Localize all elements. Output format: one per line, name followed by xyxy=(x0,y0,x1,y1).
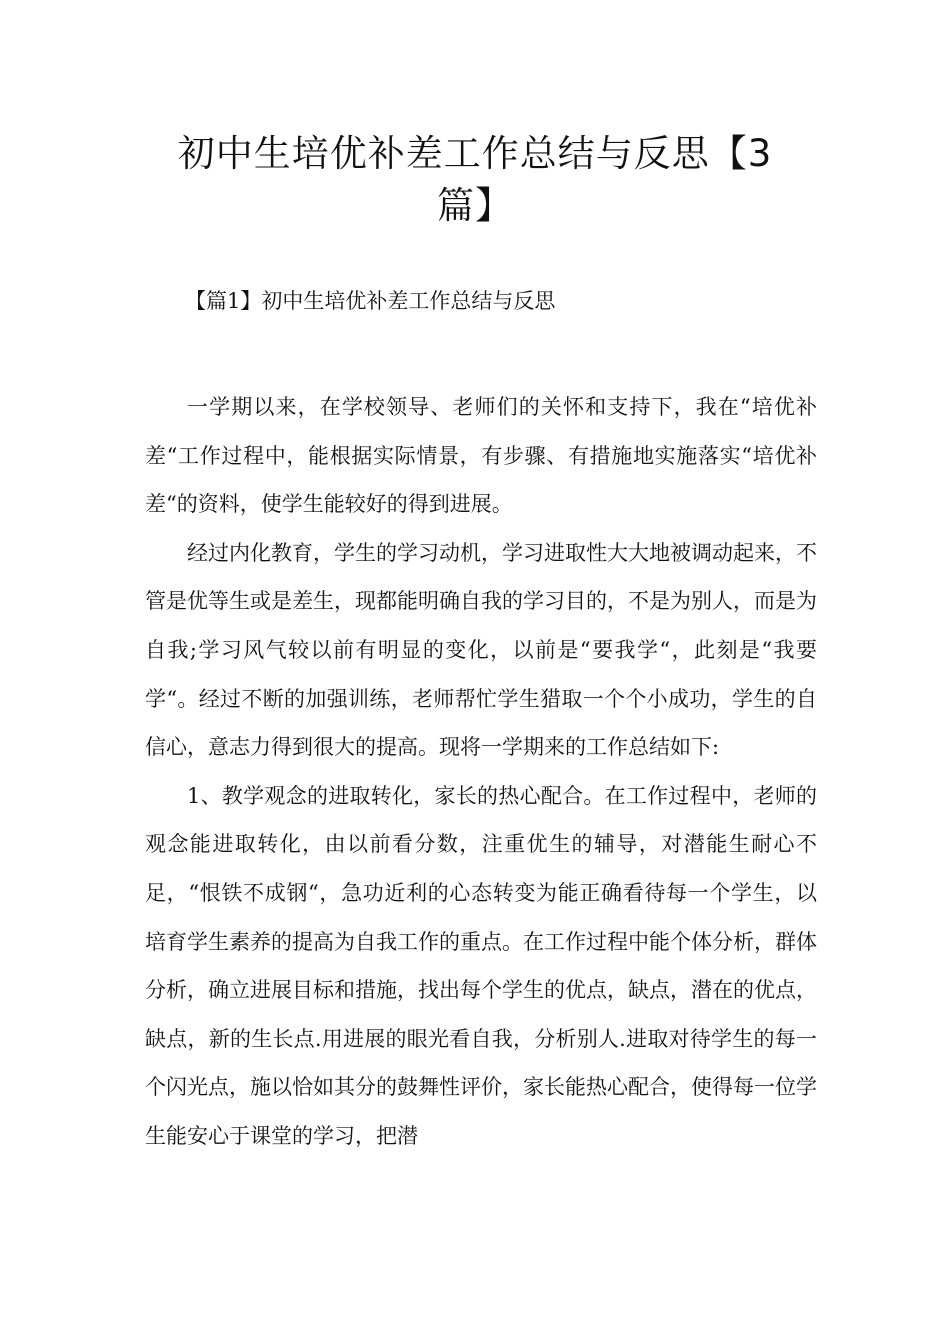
paragraph: 一学期以来，在学校领导、老师们的关怀和支持下，我在“培优补差“工作过程中，能根据实际情景，有步骤、有措施地实施落实“培优补差“的资料，使学生能较好的得到进展。 xyxy=(145,395,817,517)
document-body xyxy=(145,383,817,1161)
paragraph: 经过内化教育，学生的学习动机，学习进取性大大地被调动起来，不管是优等生或是差生，现都能明确自我的学习目的，不是为别人，而是为自我;学习风气较以前有明显的变化，以前是“要我学“，此刻是“我要学“。经过不断的加强训练，老师帮忙学生猎取一个个小成功，学生的自信心，意志力得到很大的提高。现将一学期来的工作总结如下: xyxy=(145,540,817,760)
document-title: 初中生培优补差工作总结与反思【3篇】 xyxy=(177,132,773,227)
paragraph: 1、教学观念的进取转化，家长的热心配合。在工作过程中，老师的观念能进取转化，由以前看分数，注重优生的辅导，对潜能生耐心不足，“恨铁不成钢“，急功近利的心态转变为能正确看待每一个学生，以培育学生素养的提高为自我工作的重点。在工作过程中能个体分析，群体分析，确立进展目标和措施，找出每个学生的优点，缺点，潜在的优点，缺点，新的生长点.用进展的眼光看自我，分析别人.进取对待学生的每一个闪光点，施以恰如其分的鼓舞性评价，家长能热心配合，使得每一位学生能安心于课堂的学习，把潜 xyxy=(145,783,817,1148)
section-heading: 【篇1】初中生培优补差工作总结与反思 xyxy=(185,289,556,313)
